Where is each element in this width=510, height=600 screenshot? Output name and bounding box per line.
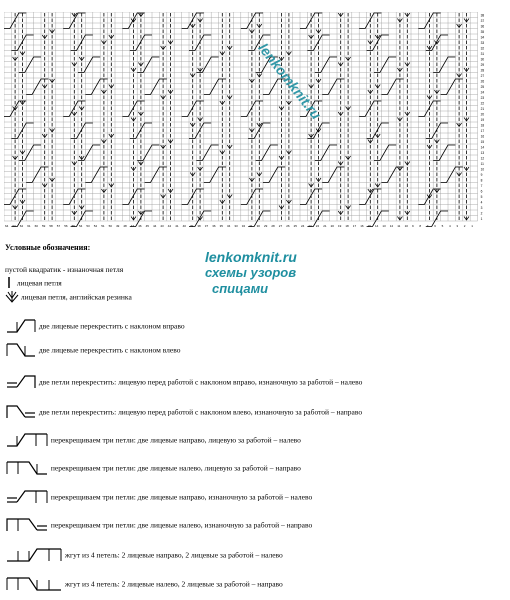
column-number: 30: [256, 224, 260, 228]
row-number: 5: [480, 195, 483, 199]
legend-item-purl: [5, 264, 123, 274]
legend-text: перекрещиваем три петли: две лицевые налево, лицевую за работой – направо: [50, 463, 301, 473]
column-number: 36: [212, 224, 216, 228]
knitting-chart-svg: [4, 12, 502, 244]
row-number: 21: [480, 107, 485, 111]
legend-text: две петли перекрестить: лицевую перед работой с наклоном вправо, изнаночную за работой – налево: [38, 377, 363, 387]
column-number: 41: [175, 224, 179, 228]
legend-heading: Условные обозначения:: [5, 243, 91, 252]
column-number: 46: [138, 224, 142, 228]
column-number: 19: [338, 224, 342, 228]
legend-text: перекрещиваем три петли: две лицевые направо, лицевую за работой – налево: [50, 435, 301, 445]
row-number: 8: [480, 178, 483, 183]
column-number: 55: [71, 224, 75, 228]
row-number: 28: [480, 68, 485, 73]
row-number: 13: [480, 151, 485, 155]
row-number: 20: [480, 112, 485, 117]
column-number: 45: [145, 224, 149, 228]
column-number: 13: [382, 224, 386, 228]
column-number: 62: [19, 224, 24, 228]
row-number: 9: [480, 173, 483, 177]
row-number: 19: [480, 118, 485, 122]
row-number: 35: [480, 30, 485, 34]
legend-text: жгут из 4 петель: 2 лицевые налево, 2 лицевые за работой – направо: [64, 579, 283, 589]
legend-text: две лицевые перекрестить с наклоном вправо: [38, 321, 185, 331]
column-number: 39: [190, 224, 194, 228]
column-number: 9: [412, 224, 414, 228]
column-number: 1: [471, 224, 473, 228]
column-number: 52: [93, 224, 98, 228]
column-number: 4: [449, 224, 451, 228]
row-number: 11: [480, 162, 484, 166]
row-number: 24: [480, 90, 485, 95]
row-number: 29: [480, 63, 485, 67]
knit-stitch-icon: [5, 276, 15, 290]
column-number: 59: [42, 224, 46, 228]
row-number: 27: [480, 74, 485, 78]
legend-text: лицевая петля: [16, 278, 62, 288]
column-number: 35: [219, 224, 223, 228]
column-number: 14: [375, 224, 379, 228]
cross-3-right-icon: [5, 432, 49, 448]
column-number: 43: [160, 224, 164, 228]
row-number: 17: [480, 129, 485, 133]
column-number: 32: [241, 224, 246, 228]
column-number: 53: [86, 224, 90, 228]
column-number: 50: [108, 224, 112, 228]
legend-item-knit: [5, 276, 62, 290]
row-number: 14: [480, 145, 485, 150]
column-number: 23: [308, 224, 312, 228]
column-number: 2: [463, 224, 466, 228]
row-number: 18: [480, 123, 485, 128]
column-number: 40: [182, 224, 186, 228]
column-number: 63: [12, 224, 16, 228]
row-number: 23: [480, 96, 485, 100]
legend-item-cross-kp-right: [5, 374, 362, 390]
row-number: 38: [480, 13, 485, 18]
cross-kp-right-icon: [5, 374, 37, 390]
row-number: 2: [480, 211, 483, 216]
cross-2-right-icon: [5, 318, 37, 334]
row-number: 10: [480, 167, 485, 172]
column-number: 47: [130, 224, 135, 228]
column-number: 26: [286, 224, 290, 228]
row-number: 12: [480, 156, 485, 161]
row-number: 25: [480, 85, 485, 89]
row-number: 16: [480, 134, 485, 139]
column-number: 61: [27, 224, 31, 228]
row-number: 1: [480, 217, 483, 221]
column-number: 54: [79, 224, 83, 228]
row-number: 4: [480, 200, 483, 205]
cross-3p-left-icon: [5, 517, 49, 533]
column-number: 28: [271, 224, 275, 228]
cable-4-right-icon: [5, 547, 63, 563]
column-number: 24: [301, 224, 305, 228]
row-number: 15: [480, 140, 485, 144]
row-number: 22: [480, 101, 485, 106]
column-number: 56: [64, 224, 68, 228]
column-number: 31: [249, 224, 253, 228]
row-number: 37: [480, 19, 485, 23]
column-number: 21: [323, 224, 327, 228]
row-number: 6: [480, 189, 483, 194]
cross-2-left-icon: [5, 342, 37, 358]
row-number: 7: [480, 184, 483, 188]
legend-item-cross-2-right: [5, 318, 185, 334]
column-number: 5: [441, 224, 444, 228]
column-number: 49: [116, 224, 120, 228]
column-number: 12: [389, 224, 394, 228]
legend-item-cross-3p-right: [5, 489, 312, 505]
column-number: 37: [204, 224, 209, 228]
legend-text: перекрещиваем три петли: две лицевые налево, изнаночную за работой – направо: [50, 520, 313, 530]
legend-item-cross-3-left: [5, 460, 301, 476]
column-number: 64: [5, 224, 9, 228]
legend-item-cross-2-left: [5, 342, 180, 358]
row-number: 31: [480, 52, 485, 56]
watermark-line3: спицами: [212, 281, 269, 296]
legend-item-rib: [5, 290, 132, 304]
cable-4-left-icon: [5, 576, 63, 592]
column-number: 11: [397, 224, 401, 228]
row-number: 26: [480, 79, 485, 84]
row-number: 36: [480, 24, 485, 29]
legend-text: жгут из 4 петель: 2 лицевые направо, 2 лицевые за работой – налево: [64, 550, 283, 560]
legend-text: две лицевые перекрестить с наклоном влево: [38, 345, 181, 355]
column-number: 58: [49, 224, 53, 228]
watermark-line2: схемы узоров: [205, 265, 297, 280]
legend-item-cable-4-right: [5, 547, 283, 563]
column-number: 7: [426, 224, 429, 228]
column-number: 3: [456, 224, 459, 228]
column-number: 8: [419, 224, 422, 228]
column-number: 33: [234, 224, 238, 228]
row-number: 33: [480, 41, 485, 45]
column-number: 51: [101, 224, 105, 228]
cross-kp-left-icon: [5, 404, 37, 420]
row-number: 32: [480, 46, 485, 51]
column-number: 6: [434, 224, 436, 228]
column-number: 10: [404, 224, 408, 228]
column-number: 17: [352, 224, 357, 228]
row-number: 30: [480, 57, 485, 62]
row-number: 3: [480, 206, 483, 210]
column-number: 20: [330, 224, 334, 228]
column-number: 38: [197, 224, 201, 228]
column-number: 42: [167, 224, 172, 228]
column-number: 22: [315, 224, 320, 228]
legend-item-cross-3-right: [5, 432, 301, 448]
legend-item-cable-4-left: [5, 576, 283, 592]
column-number: 48: [123, 224, 127, 228]
column-number: 18: [345, 224, 349, 228]
column-number: 44: [153, 224, 157, 228]
chart-watermark: lenkomknit.ru: [255, 40, 325, 123]
watermark-site: lenkomknit.ru: [205, 249, 297, 265]
row-number: 34: [480, 35, 485, 40]
column-number: 29: [264, 224, 268, 228]
column-number: 57: [56, 224, 61, 228]
column-number: 16: [360, 224, 364, 228]
column-number: 60: [34, 224, 38, 228]
knitting-chart: [4, 12, 502, 244]
legend-text: две петли перекрестить: лицевую перед работой с наклоном влево, изнаночную за работой – направо: [38, 407, 363, 417]
cross-3p-right-icon: [5, 489, 49, 505]
legend-text: лицевая петля, английская резинка: [20, 292, 132, 302]
column-number: 27: [278, 224, 283, 228]
legend-text: пустой квадратик - изнаночная петля: [5, 264, 124, 274]
legend-text: перекрещиваем три петли: две лицевые направо, изнаночную за работой – налево: [50, 492, 313, 502]
legend-item-cross-kp-left: [5, 404, 362, 420]
column-number: 34: [227, 224, 231, 228]
rib-stitch-icon: [5, 290, 19, 304]
legend-item-cross-3p-left: [5, 517, 312, 533]
cross-3-left-icon: [5, 460, 49, 476]
column-number: 15: [367, 224, 371, 228]
column-number: 25: [293, 224, 297, 228]
